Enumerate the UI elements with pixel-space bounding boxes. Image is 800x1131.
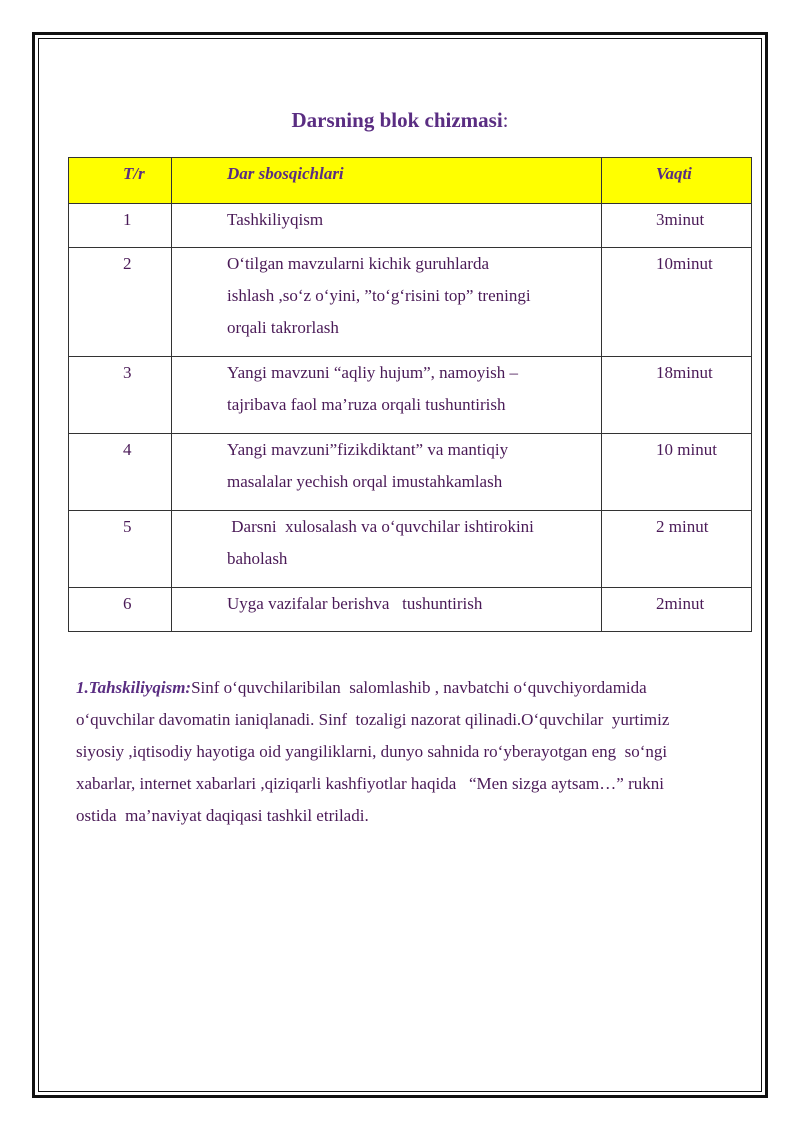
paragraph-line: o‘quvchilar davomatin ianiqlanadi. Sinf tozaligi nazorat qilinadi.O‘quvchilar yurtimiz xyxy=(76,710,670,729)
table-row xyxy=(69,248,752,357)
title-colon: : xyxy=(502,108,509,132)
row-stage xyxy=(172,588,602,632)
header-stages: Dar sbosqichlari xyxy=(172,158,602,204)
row-time: 10 minut xyxy=(602,434,752,511)
row-stage xyxy=(172,357,602,434)
title-text: Darsning blok chizmasi xyxy=(291,108,503,132)
row-number: 3 xyxy=(69,357,172,434)
row-stage-line: Tashkiliyqism xyxy=(227,210,324,229)
table-header-row xyxy=(69,158,752,204)
page-title xyxy=(0,108,800,133)
paragraph-line: ostida ma’naviyat daqiqasi tashkil etriladi. xyxy=(76,806,369,825)
row-time: 10minut xyxy=(602,248,752,357)
row-stage xyxy=(172,248,602,357)
paragraph-line: xabarlar, internet xabarlari ,qiziqarli kashfiyotlar haqida “Men sizga aytsam…” rukni xyxy=(76,774,664,793)
row-number: 5 xyxy=(69,511,172,588)
row-stage-line: Darsni xulosalash va o‘quvchilar ishtirokini xyxy=(227,517,534,536)
row-stage-line: O‘tilgan mavzularni kichik guruhlarda xyxy=(227,254,489,273)
row-time: 18minut xyxy=(602,357,752,434)
table-row xyxy=(69,434,752,511)
row-stage xyxy=(172,511,602,588)
table-row xyxy=(69,511,752,588)
row-stage xyxy=(172,434,602,511)
table-row xyxy=(69,204,752,248)
row-time: 3minut xyxy=(602,204,752,248)
row-stage-line: baholash xyxy=(227,549,288,568)
section-paragraph xyxy=(76,672,756,832)
row-stage xyxy=(172,204,602,248)
row-number: 4 xyxy=(69,434,172,511)
row-time: 2 minut xyxy=(602,511,752,588)
row-number: 6 xyxy=(69,588,172,632)
row-time: 2minut xyxy=(602,588,752,632)
paragraph-line xyxy=(76,672,756,704)
table-row xyxy=(69,357,752,434)
paragraph-line: siyosiy ,iqtisodiy hayotiga oid yangiliklarni, dunyo sahnida ro‘yberayotgan eng so‘ngi xyxy=(76,742,668,761)
row-stage-line: Yangi mavzuni”fizikdiktant” va mantiqiy xyxy=(227,440,509,459)
row-stage-line: orqali takrorlash xyxy=(227,318,339,337)
row-number: 2 xyxy=(69,248,172,357)
row-stage-line: Uyga vazifalar berishva tushuntirish xyxy=(227,594,483,613)
row-stage-line: Yangi mavzuni “aqliy hujum”, namoyish – xyxy=(227,363,519,382)
row-stage-line: ishlash ,so‘z o‘yini, ”to‘g‘risini top” treningi xyxy=(227,286,531,305)
table-row xyxy=(69,588,752,632)
row-stage-line: masalalar yechish orqal imustahkamlash xyxy=(227,472,503,491)
row-stage-line: tajribava faol ma’ruza orqali tushuntirish xyxy=(227,395,506,414)
header-time: Vaqti xyxy=(602,158,752,204)
paragraph-line-text: Sinf o‘quvchilaribilan salomlashib , navbatchi o‘quvchiyordamida xyxy=(191,678,647,697)
section-heading: 1.Tahskiliyqism: xyxy=(76,678,192,697)
row-number: 1 xyxy=(69,204,172,248)
header-number: T/r xyxy=(69,158,172,204)
lesson-plan-table xyxy=(68,157,752,632)
